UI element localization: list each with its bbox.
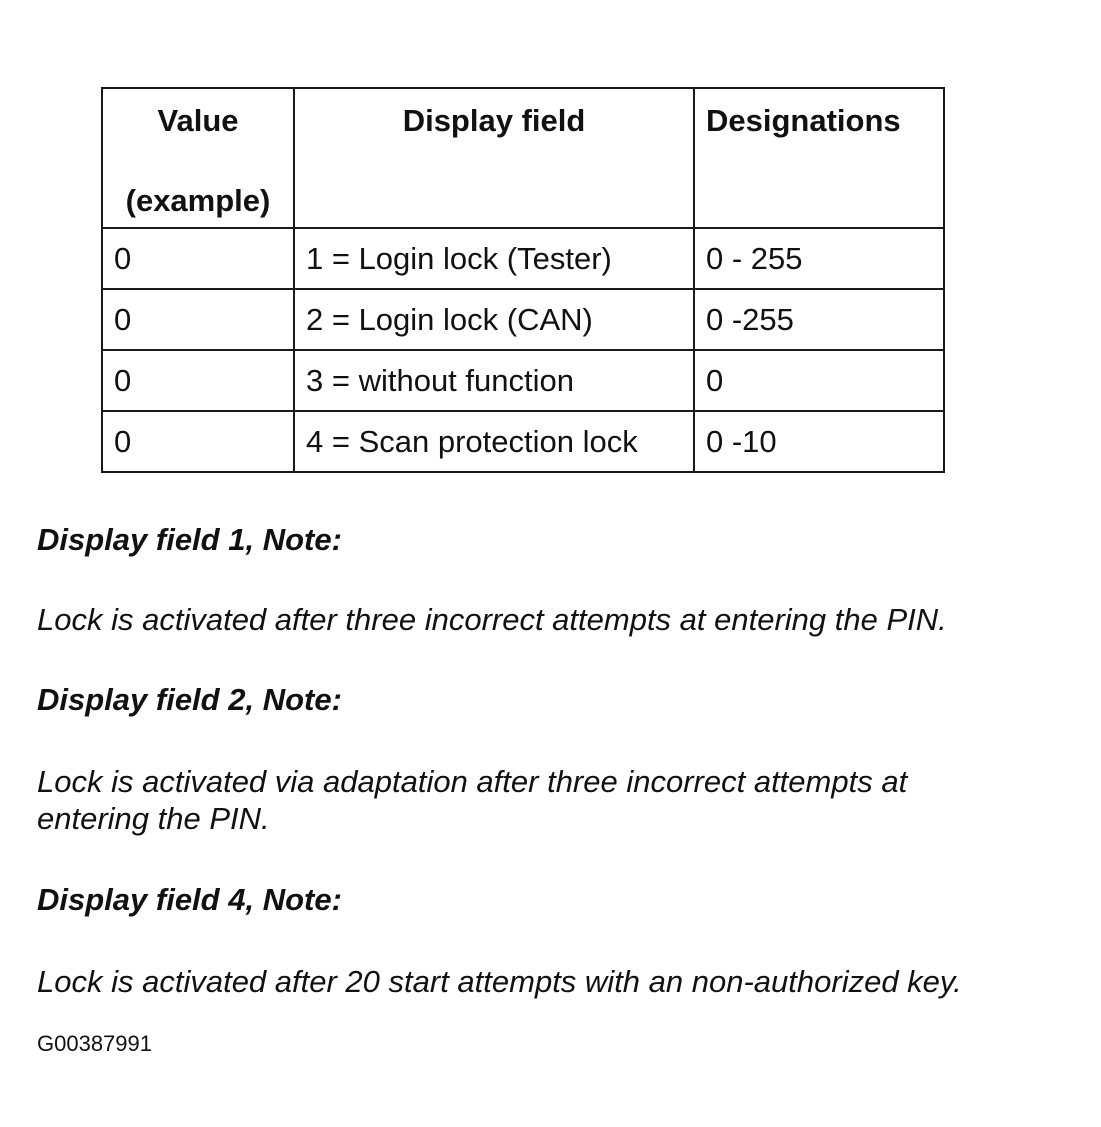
cell-display-field: 1 = Login lock (Tester) bbox=[294, 228, 694, 289]
cell-value: 0 bbox=[102, 289, 294, 350]
cell-display-field: 2 = Login lock (CAN) bbox=[294, 289, 694, 350]
cell-value: 0 bbox=[102, 350, 294, 411]
cell-designations: 0 -10 bbox=[694, 411, 944, 472]
cell-display-field: 3 = without function bbox=[294, 350, 694, 411]
note-1-text: Lock is activated after three incorrect attempts at entering the PIN. bbox=[37, 602, 947, 637]
header-designations: Designations bbox=[694, 88, 944, 228]
cell-designations: 0 bbox=[694, 350, 944, 411]
cell-designations: 0 - 255 bbox=[694, 228, 944, 289]
values-table bbox=[101, 87, 945, 473]
header-value-line1: Value bbox=[157, 103, 239, 138]
table-row bbox=[102, 411, 944, 472]
table-row bbox=[102, 350, 944, 411]
table-row bbox=[102, 289, 944, 350]
note-4-text: Lock is activated after 20 start attempts with an non-authorized key. bbox=[37, 964, 962, 999]
header-value-line2: (example) bbox=[125, 183, 271, 218]
note-1-heading: Display field 1, Note: bbox=[37, 522, 342, 557]
table-header-row bbox=[102, 88, 944, 228]
note-2-heading: Display field 2, Note: bbox=[37, 682, 342, 717]
cell-display-field: 4 = Scan protection lock bbox=[294, 411, 694, 472]
cell-designations: 0 -255 bbox=[694, 289, 944, 350]
note-4-heading: Display field 4, Note: bbox=[37, 882, 342, 917]
header-value bbox=[102, 88, 294, 228]
cell-value: 0 bbox=[102, 228, 294, 289]
table-row bbox=[102, 228, 944, 289]
note-2-text: Lock is activated via adaptation after three incorrect attempts at entering the PIN. bbox=[37, 764, 908, 836]
cell-value: 0 bbox=[102, 411, 294, 472]
figure-id: G00387991 bbox=[37, 1031, 152, 1056]
header-display-field: Display field bbox=[294, 88, 694, 228]
values-table-container bbox=[101, 87, 945, 473]
